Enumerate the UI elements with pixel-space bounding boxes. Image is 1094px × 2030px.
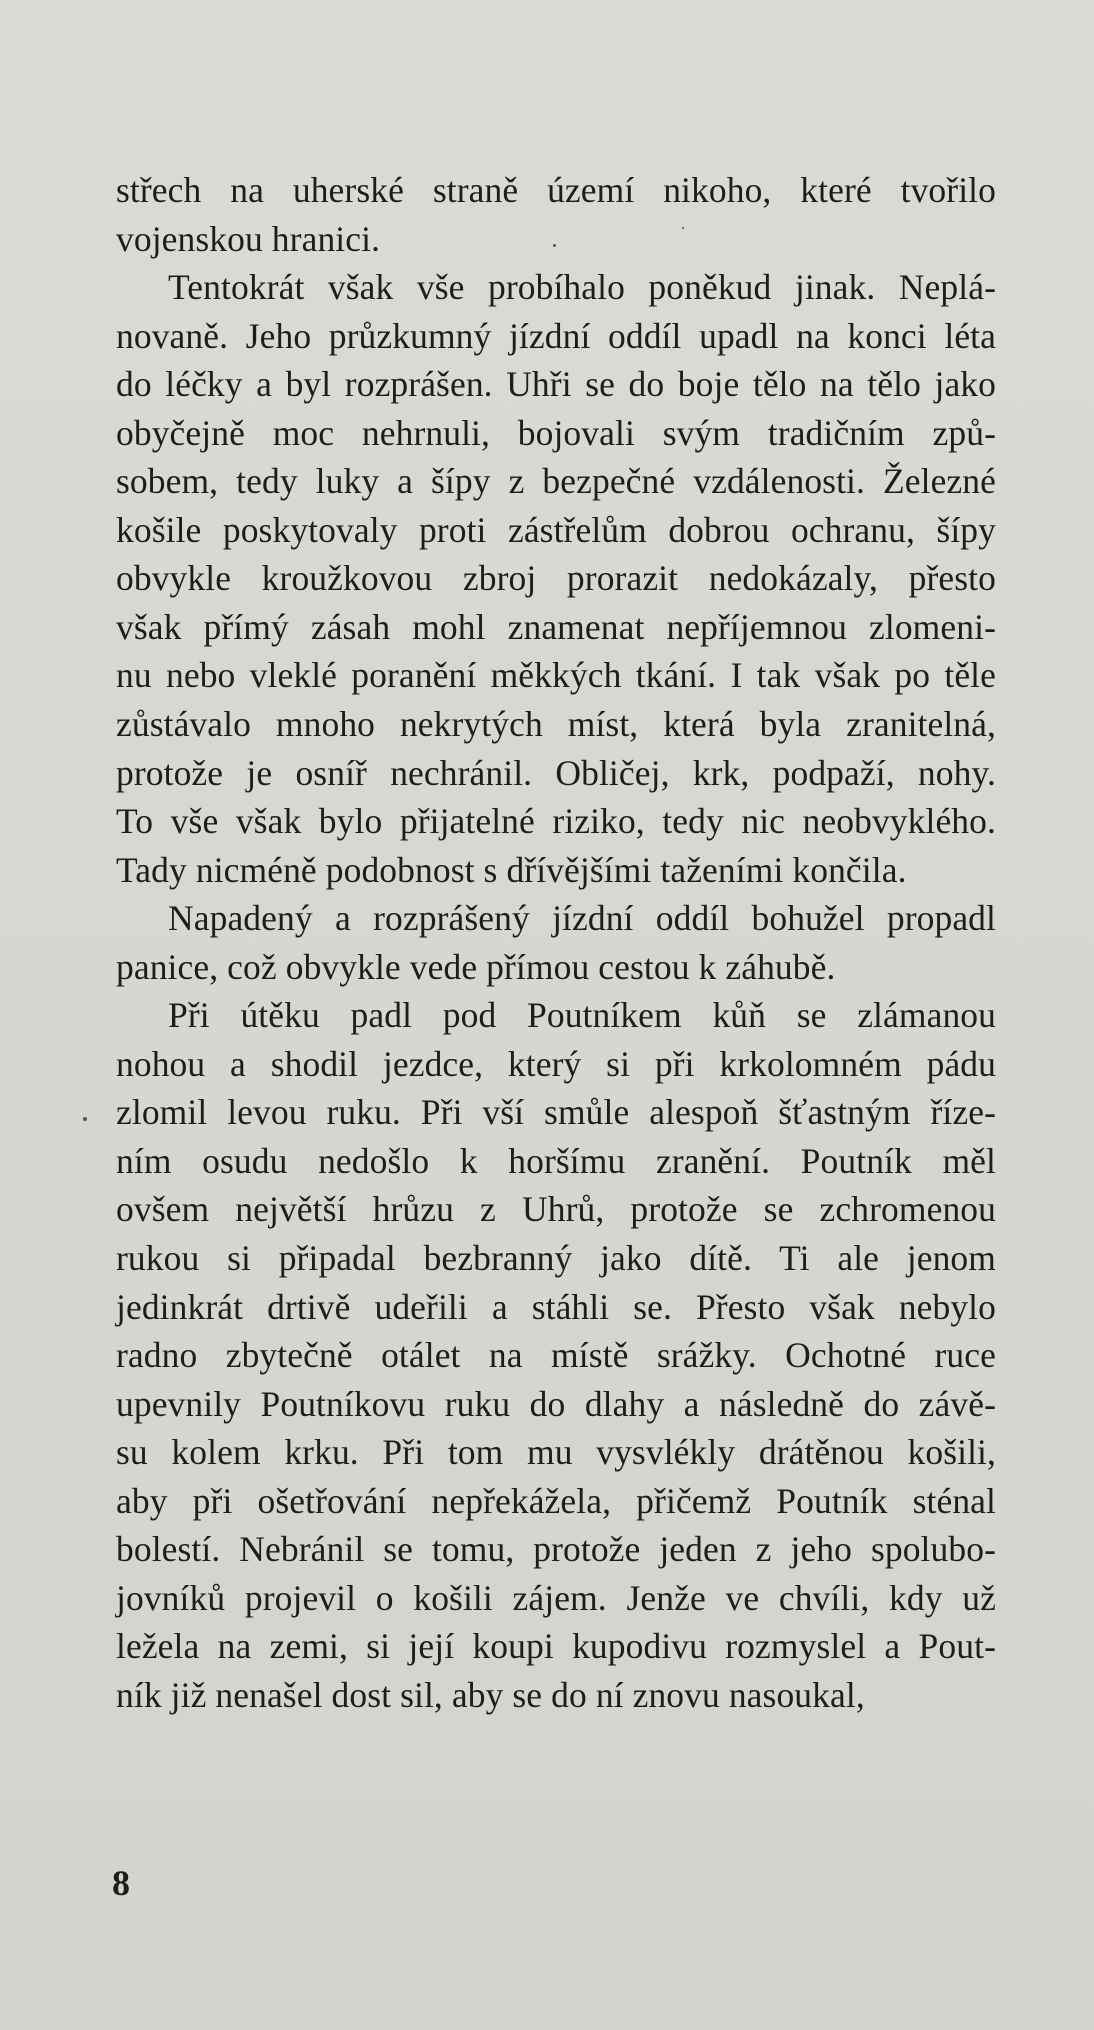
text-line: ležela na zemi, si její koupi kupodivu rozmyslel a Pout- xyxy=(116,1626,996,1667)
text-line: To vše však bylo přijatelné riziko, tedy nic neobvyklého. xyxy=(116,801,996,842)
text-line: košile poskytovaly proti zástřelům dobrou ochranu, šípy xyxy=(116,509,996,550)
paragraph xyxy=(116,263,996,894)
text-line: radno zbytečně otálet na místě srážky. Ochotné ruce xyxy=(116,1335,996,1376)
text-line: rukou si připadal bezbranný jako dítě. Ti ale jenom xyxy=(116,1238,996,1279)
text-line: ník již nenašel dost sil, aby se do ní znovu nasoukal, xyxy=(116,1674,865,1715)
text-line: Tady nicméně podobnost s dřívějšími taženími končila. xyxy=(116,849,907,890)
text-line: Napadený a rozprášený jízdní oddíl bohužel propadl xyxy=(168,898,996,939)
text-line: panice, což obvykle vede přímou cestou k záhubě. xyxy=(116,946,836,987)
text-line: jovníků projevil o košili zájem. Jenže ve chvíli, kdy už xyxy=(116,1577,996,1618)
text-line: bolestí. Nebránil se tomu, protože jeden z jeho spolubo- xyxy=(116,1529,996,1570)
text-line: obvykle kroužkovou zbroj prorazit nedokázaly, přesto xyxy=(116,558,996,599)
text-line: novaně. Jeho průzkumný jízdní oddíl upadl na konci léta xyxy=(116,315,996,356)
text-line: Při útěku padl pod Poutníkem kůň se zlámanou xyxy=(168,995,996,1036)
text-line: však přímý zásah mohl znamenat nepříjemnou zlomeni- xyxy=(116,606,996,647)
text-line: obyčejně moc nehrnuli, bojovali svým tradičním způ- xyxy=(116,412,996,453)
text-line: vojenskou hranici. xyxy=(116,218,381,259)
paragraph xyxy=(116,894,996,991)
text-line: upevnily Poutníkovu ruku do dlahy a následně do závě- xyxy=(116,1383,996,1424)
page-number: 8 xyxy=(112,1863,130,1903)
text-line: střech na uherské straně území nikoho, které tvořilo xyxy=(116,170,996,210)
text-line: zlomil levou ruku. Při vší smůle alespoň šťastným říze- xyxy=(116,1092,996,1133)
text-line: jedinkrát drtivě udeřili a stáhli se. Přesto však nebylo xyxy=(116,1286,996,1327)
text-line: aby při ošetřování nepřekážela, přičemž Poutník sténal xyxy=(116,1480,996,1521)
paragraph xyxy=(116,991,996,1719)
text-line: protože je osníř nechránil. Obličej, krk, podpaží, nohy. xyxy=(116,752,996,793)
text-line: ním osudu nedošlo k horšímu zranění. Poutník měl xyxy=(116,1140,996,1181)
text-line: nohou a shodil jezdce, který si při krkolomném pádu xyxy=(116,1043,996,1084)
paper-speck xyxy=(83,1117,87,1121)
paragraph xyxy=(116,166,996,263)
text-line: ovšem největší hrůzu z Uhrů, protože se zchromenou xyxy=(116,1189,996,1230)
text-line: Tentokrát však vše probíhalo poněkud jinak. Neplá- xyxy=(168,267,996,308)
text-line: do léčky a byl rozprášen. Uhři se do boje tělo na tělo jako xyxy=(116,364,996,405)
text-line: zůstávalo mnoho nekrytých míst, která byla zranitelná, xyxy=(116,704,996,745)
body-text xyxy=(116,166,996,1720)
text-line: sobem, tedy luky a šípy z bezpečné vzdálenosti. Železné xyxy=(116,461,996,502)
text-line: nu nebo vleklé poranění měkkých tkání. I tak však po těle xyxy=(116,655,996,696)
text-line: su kolem krku. Při tom mu vysvlékly drátěnou košili, xyxy=(116,1432,996,1473)
